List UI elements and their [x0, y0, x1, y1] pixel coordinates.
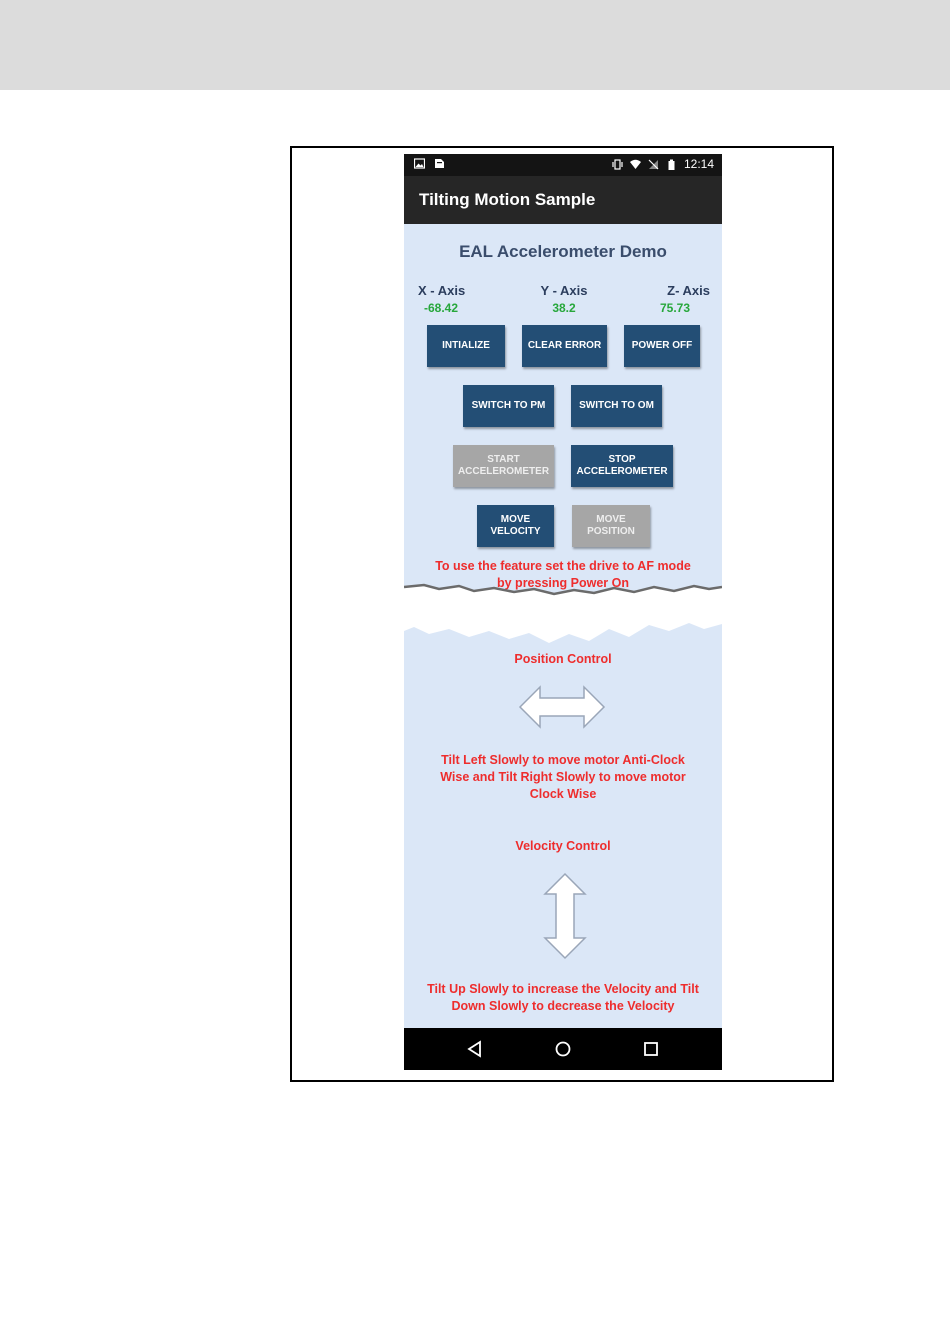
y-axis-value: 38.2 — [552, 301, 576, 315]
no-signal-icon — [648, 159, 659, 170]
clear-error-button[interactable]: CLEAR ERROR — [522, 325, 607, 367]
image-icon — [414, 158, 425, 169]
page-title: EAL Accelerometer Demo — [459, 242, 667, 261]
position-line3: Clock Wise — [529, 787, 597, 801]
move-velocity-line2: VELOCITY — [490, 526, 541, 537]
initialize-button[interactable]: INTIALIZE — [427, 325, 505, 367]
start-accelerometer-line2: ACCELEROMETER — [457, 466, 550, 477]
notice-line1: To use the feature set the drive to AF mode — [435, 559, 691, 573]
velocity-line2: Down Slowly to decrease the Velocity — [451, 999, 675, 1013]
vertical-arrow-icon — [543, 872, 587, 960]
recents-icon[interactable] — [642, 1040, 660, 1058]
position-line2: Wise and Tilt Right Slowly to move motor — [440, 770, 686, 784]
switch-to-om-button[interactable]: SWITCH TO OM — [571, 385, 662, 427]
position-line1: Tilt Left Slowly to move motor Anti-Clock — [441, 753, 685, 767]
horizontal-arrow-icon — [518, 684, 606, 730]
switch-to-pm-button[interactable]: SWITCH TO PM — [463, 385, 554, 427]
torn-edge-divider — [404, 579, 722, 654]
phone-screen — [404, 154, 722, 1070]
home-icon[interactable] — [554, 1040, 572, 1058]
stop-accelerometer-line1: STOP — [608, 454, 636, 465]
vibrate-icon — [612, 159, 623, 170]
position-control-instructions — [404, 752, 722, 803]
app-title: Tilting Motion Sample — [419, 190, 596, 209]
move-position-line1: MOVE — [596, 514, 626, 525]
velocity-control-title: Velocity Control — [515, 839, 611, 853]
page-header-band — [0, 0, 950, 90]
back-icon[interactable] — [466, 1040, 484, 1058]
start-accelerometer-button[interactable] — [453, 445, 554, 487]
status-time: 12:14 — [683, 157, 714, 171]
move-position-line2: POSITION — [587, 526, 635, 537]
notice-line2: by pressing Power On — [497, 576, 629, 590]
wifi-icon — [630, 159, 641, 170]
move-velocity-button[interactable] — [477, 505, 554, 547]
stop-accelerometer-button[interactable] — [571, 445, 673, 487]
move-velocity-line1: MOVE — [500, 514, 531, 525]
notification-icon — [434, 158, 445, 169]
stop-accelerometer-line2: ACCELEROMETER — [576, 466, 668, 477]
y-axis-label: Y - Axis — [540, 283, 588, 298]
x-axis-readout — [418, 283, 498, 315]
x-axis-value: -68.42 — [424, 301, 459, 315]
app-bar — [404, 176, 722, 224]
z-axis-readout — [630, 283, 710, 315]
navigation-bar — [404, 1028, 722, 1070]
position-control-title: Position Control — [514, 652, 612, 666]
power-off-button[interactable]: POWER OFF — [624, 325, 700, 367]
y-axis-readout — [524, 283, 604, 315]
z-axis-value: 75.73 — [659, 301, 690, 315]
velocity-control-instructions — [404, 981, 722, 1015]
battery-icon — [666, 159, 677, 170]
z-axis-label: Z- Axis — [667, 283, 710, 298]
move-position-button[interactable] — [572, 505, 650, 547]
status-bar — [404, 154, 722, 176]
x-axis-label: X - Axis — [418, 283, 466, 298]
velocity-line1: Tilt Up Slowly to increase the Velocity and Tilt — [427, 982, 699, 996]
start-accelerometer-line1: START — [487, 454, 520, 465]
